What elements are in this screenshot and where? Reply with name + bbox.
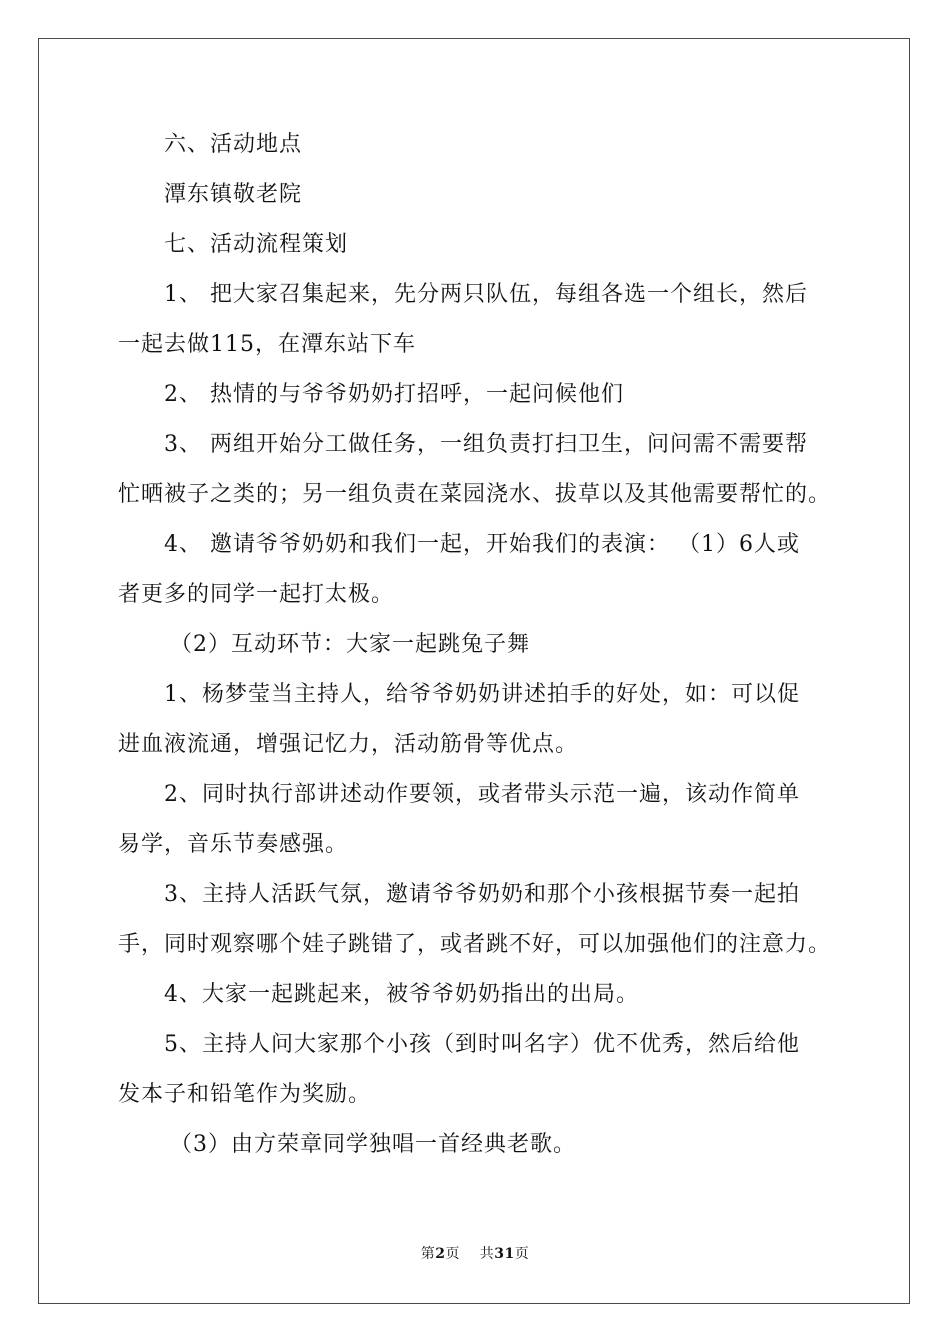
paragraph-line: 手，同时观察哪个娃子跳错了，或者跳不好，可以加强他们的注意力。	[118, 932, 832, 957]
paragraph-line: （3）由方荣章同学独唱一首经典老歌。	[170, 1132, 576, 1157]
paragraph-line: 1、 把大家召集起来，先分两只队伍，每组各选一个组长，然后	[164, 282, 808, 307]
paragraph-line: 5、主持人问大家那个小孩（到时叫名字）优不优秀，然后给他	[164, 1032, 800, 1057]
paragraph-line: 一起去做115，在潭东站下车	[118, 332, 416, 357]
paragraph-line: 忙晒被子之类的；另一组负责在菜园浇水、拔草以及其他需要帮忙的。	[118, 482, 832, 507]
document-body	[118, 120, 838, 1170]
page-prefix: 第	[420, 1246, 436, 1262]
paragraph-line: 者更多的同学一起打太极。	[118, 582, 395, 607]
paragraph-line: 潭东镇敬老院	[164, 182, 303, 207]
paragraph-line: 1、杨梦莹当主持人，给爷爷奶奶讲述拍手的好处，如：可以促	[164, 682, 800, 707]
section-heading-process: 七、活动流程策划	[164, 232, 349, 257]
paragraph-line: 发本子和铅笔作为奖励。	[118, 1082, 372, 1107]
paragraph-line: 3、 两组开始分工做任务，一组负责打扫卫生，问问需不需要帮	[164, 432, 808, 457]
paragraph-line: 2、 热情的与爷爷奶奶打招呼，一起问候他们	[164, 382, 624, 407]
paragraph-line: 4、 邀请爷爷奶奶和我们一起，开始我们的表演： （1）6人或	[164, 532, 800, 557]
total-suffix: 页	[514, 1246, 530, 1262]
section-heading-location: 六、活动地点	[164, 132, 303, 157]
paragraph-line: 3、主持人活跃气氛，邀请爷爷奶奶和那个小孩根据节奏一起拍	[164, 882, 800, 907]
paragraph-line: （2）互动环节：大家一起跳兔子舞	[170, 632, 530, 657]
paragraph-line: 2、同时执行部讲述动作要领，或者带头示范一遍，该动作简单	[164, 782, 800, 807]
page-number: 2	[435, 1246, 446, 1262]
paragraph-line: 4、大家一起跳起来，被爷爷奶奶指出的出局。	[164, 982, 639, 1007]
page-suffix: 页	[445, 1246, 460, 1262]
paragraph-line: 易学，音乐节奏感强。	[118, 832, 349, 857]
total-pages: 31	[494, 1246, 515, 1262]
paragraph-line: 进血液流通，增强记忆力，活动筋骨等优点。	[118, 732, 579, 757]
total-prefix: 共	[479, 1246, 495, 1262]
page-footer	[0, 1243, 950, 1263]
